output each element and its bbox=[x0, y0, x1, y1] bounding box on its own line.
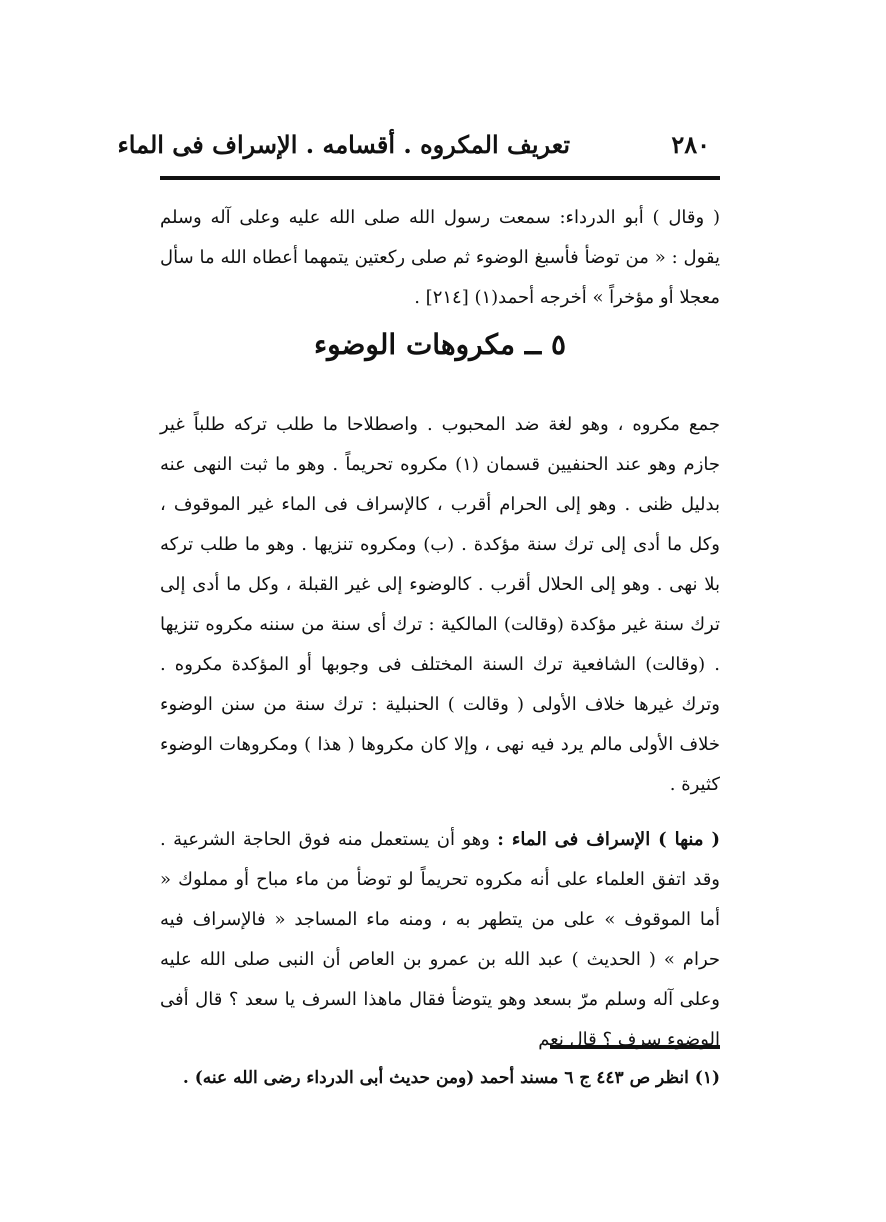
paragraph-definition: جمع مكروه ، وهو لغة ضد المحبوب . واصطلاحا ما طلب تركه طلباً غير جازم وهو عند الحنفيين قسمان (١) مكروه تحريماً . وهو ما ثبت النهى عنه بدليل ظنى . وهو إلى الحرام أقرب ، كالإسراف فى الماء غير الموقوف ، وكل ما أدى إلى ترك سنة مؤكدة . (ب) ومكروه تنزيها . وهو ما طلب تركه بلا نهى . وهو إلى الحلال أقرب . كالوضوء إلى غير القبلة ، وكل ما أدى إلى ترك سنة غير مؤكدة (وقالت) المالكية : ترك أى سنة من سننه مكروه تنزيها . (وقالت) الشافعية ترك السنة المختلف فى وجوبها أو المؤكدة مكروه . وترك غيرها خلاف الأولى ( وقالت ) الحنبلية : ترك سنة من سنن الوضوء خلاف الأولى مالم يرد فيه نهى ، وإلا كان مكروها ( هذا ) ومكروهات الوضوء كثيرة . bbox=[160, 414, 721, 795]
footnote-rule bbox=[550, 1045, 720, 1049]
paragraph-israf bbox=[160, 820, 720, 1060]
paragraph-lead: ( منها ) الإسراف فى الماء : bbox=[497, 829, 720, 850]
paragraph-hadith: ( وقال ) أبو الدرداء: سمعت رسول الله صلى الله عليه وعلى آله وسلم يقول : « من توضأ فأسبغ الوضوء ثم صلى ركعتين يتمهما أعطاه الله ما سأل معجلا أو مؤخراً » أخرجه أحمد(١) [٢١٤] . bbox=[160, 207, 720, 308]
header-rule bbox=[160, 176, 720, 180]
footnote: (١) انظر ص ٤٤٣ ج ٦ مسند أحمد (ومن حديث أبى الدرداء رضى الله عنه) . bbox=[182, 1068, 720, 1088]
paragraph-text: وهو أن يستعمل منه فوق الحاجة الشرعية . وقد اتفق العلماء على أنه مكروه تحريماً لو توضأ من ماء مباح أو مملوك « أما الموقوف » على من يتطهر به ، ومنه ماء المساجد « فالإسراف فيه حرام » ( الحديث ) عبد الله بن عمرو بن العاص أن النبى صلى الله عليه وعلى آله وسلم مرّ بسعد وهو يتوضأ فقال ماهذا السرف يا سعد ؟ قال أفى الوضوء سرف ؟ قال نعم bbox=[160, 829, 720, 1050]
page-number: ٢٨٠ bbox=[671, 130, 710, 159]
section-title: ٥ ــ مكروهات الوضوء bbox=[314, 328, 566, 361]
running-title: تعريف المكروه . أقسامه . الإسراف فى الماء bbox=[117, 130, 570, 159]
page-header bbox=[117, 130, 720, 166]
